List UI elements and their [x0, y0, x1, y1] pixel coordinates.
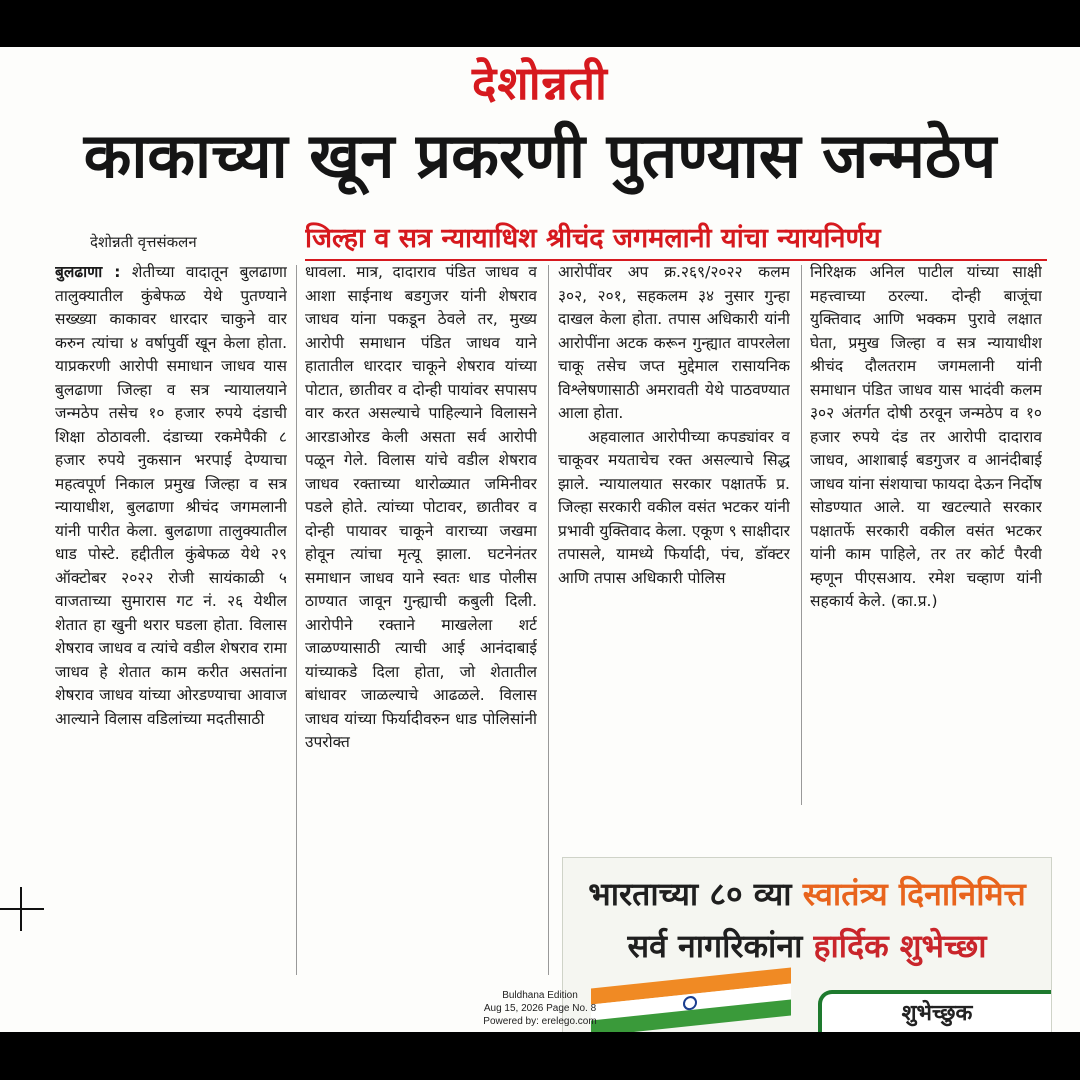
crop-mark-icon	[0, 908, 44, 910]
article-text: निरिक्षक अनिल पाटील यांच्या साक्षी महत्त्वाच्या ठरल्या. दोन्ही बाजूंचा युक्तिवाद आणि भक्कम पुरावे लक्षात घेता, प्रमुख जिल्हा व सत्र न्यायाधीश श्रीचंद दौलतराम जगमलानी यांनी समाधान पंडित जाधव यास भादंवी कलम ३०२ अंतर्गत दोषी ठरवून जन्मठेप व १० हजार रुपये दंड तर आरोपी दादाराव जाधव, आशाबाई बडगुजर व आनंदीबाई जाधव यांना संशयाचा फायदा देऊन निर्दोष सोडण्यात आले. या खटल्याते सरकार पक्षातर्फे सरकारी वकील वसंत भटकर यांनी काम पाहिले, तर तर कोर्ट पैरवी म्हणून पीएसआय. रमेश चव्हाण यांनी सहकार्य केले. (का.प्र.)	[810, 263, 1042, 610]
ad-text-highlight: हार्दिक शुभेच्छा	[813, 927, 987, 965]
article-paragraph: अहवालात आरोपीच्या कपड्यांवर व चाकूवर मयताचेच रक्त असल्याचे सिद्ध झाले. न्यायालयात सरकार पक्षातर्फे प्र. जिल्हा सरकारी वकील वसंत भटकर यांनी प्रभावी युक्तिवाद केला. एकूण ९ साक्षीदार तपासले, यामध्ये फिर्यादी, पंच, डॉक्टर आणि तपास अधिकारी पोलिस	[558, 427, 790, 587]
ad-text: भारताच्या ८० व्या	[588, 875, 792, 913]
column-divider	[801, 265, 802, 805]
article-dateline: बुलढाणा :	[55, 263, 121, 281]
page-footer	[440, 989, 640, 1028]
footer-date-page: Aug 15, 2026 Page No. 8	[483, 1003, 597, 1014]
article-column-1	[55, 261, 287, 981]
ad-text: सर्व नागरिकांना	[627, 927, 803, 965]
footer-powered-by: Powered by: erelego.com	[483, 1016, 597, 1027]
ad-text-highlight: स्वातंत्र्य दिनानिमित्त	[802, 875, 1026, 913]
crop-mark-icon	[20, 887, 22, 931]
article-column-4	[810, 261, 1042, 806]
footer-edition: Buldhana Edition	[502, 990, 578, 1001]
column-divider	[548, 265, 549, 975]
article-subheadline: जिल्हा व सत्र न्यायाधिश श्रीचंद जगमलानी यांचा न्यायनिर्णय	[305, 219, 1047, 261]
article-column-2	[305, 261, 537, 981]
article-text: आरोपींवर अप क्र.२६९/२०२२ कलम ३०२, २०१, सहकलम ३४ नुसार गुन्हा दाखल केला होता. तपास अधिकारी यांनी आरोपींना अटक करून गुन्ह्यात वापरलेला चाकू तसेच जप्त मुद्देमाल रासायनिक विश्लेषणासाठी अमरावती येथे पाठवण्यात आला होता.	[558, 263, 790, 422]
ad-line-2	[563, 924, 1051, 968]
ad-sponsor-label: शुभेच्छुक	[901, 1001, 973, 1026]
article-text: धावला. मात्र, दादाराव पंडित जाधव व आशा साईनाथ बडगुजर यांनी शेषराव जाधव यांना पकडून ठेवले तर, मुख्य आरोपी समाधान पंडित जाधव याने हातातील धारदार चाकूने शेषराव यांच्या पोटात, छातीवर व दोन्ही पायांवर सपासप वार करत असल्याचे पाहिल्याने विलासने आरडाओरड केली असता सर्व आरोपी पळून गेले. विलास यांचे वडील शेषराव जाधव रक्ताच्या थारोळ्यात जमिनीवर पडले होते. त्यांच्या पोटावर, छातीवर व दोन्ही पायावर चाकूने वाराच्या जखमा होवून त्यांचा मृत्यू झाला. घटनेनंतर समाधान जाधव याने स्वतः धाड पोलीस ठाण्यात जावून गुन्ह्याची कबुली दिली. आरोपीने रक्ताने माखलेला शर्ट जाळण्यासाठी त्याची आई आनंदाबाई यांच्याकडे दिला होता, जो शेतातील बांधावर जाळल्याचे आढळले. विलास जाधव यांच्या फिर्यादीवरुन धाड पोलिसांनी उपरोक्त	[305, 263, 537, 751]
article-headline: काकाच्या खून प्रकरणी पुतण्यास जन्मठेप	[83, 119, 997, 192]
article-credit: देशोन्नती वृत्तसंकलन	[90, 233, 197, 251]
newspaper-masthead: देशोन्नती	[472, 56, 608, 110]
column-divider	[296, 265, 297, 975]
ad-sponsor-frame	[818, 990, 1052, 1032]
ad-line-1	[563, 872, 1051, 916]
article-text: शेतीच्या वादातून बुलढाणा तालुक्यातील कुंबेफळ येथे पुतण्याने सख्ख्या काकावर धारदार चाकुने वार करुन त्यांचा ४ वर्षापुर्वी खून केला होता. याप्रकरणी आरोपी समाधान जाधव यास बुलढाणा जिल्हा व सत्र न्यायालयाने जन्मठेप तसेच १० हजार रुपये दंडाची शिक्षा ठोठावली. दंडाच्या रकमेपैकी ८ हजार रुपये नुकसान भरपाई देण्याचा महत्वपूर्ण निकाल प्रमुख जिल्हा व सत्र न्यायाधीश, बुलढाणा श्रीचंद जगमलानी यांनी पारीत केला. बुलढाणा तालुक्यातील धाड पोस्टे. हद्दीतील कुंबेफळ येथे २९ ऑक्टोबर २०२२ रोजी सायंकाळी ५ वाजताच्या सुमारास गट नं. २६ येथील शेतात हा खुनी थरार घडला होता. विलास शेषराव जाधव व त्यांचे वडील शेषराव रामा जाधव हे शेतात काम करीत असतांना शेषराव जाधव यांच्या ओरडण्याचा आवाज आल्याने विलास वडिलांच्या मदतीसाठी	[55, 263, 287, 728]
newspaper-page	[0, 47, 1080, 1032]
